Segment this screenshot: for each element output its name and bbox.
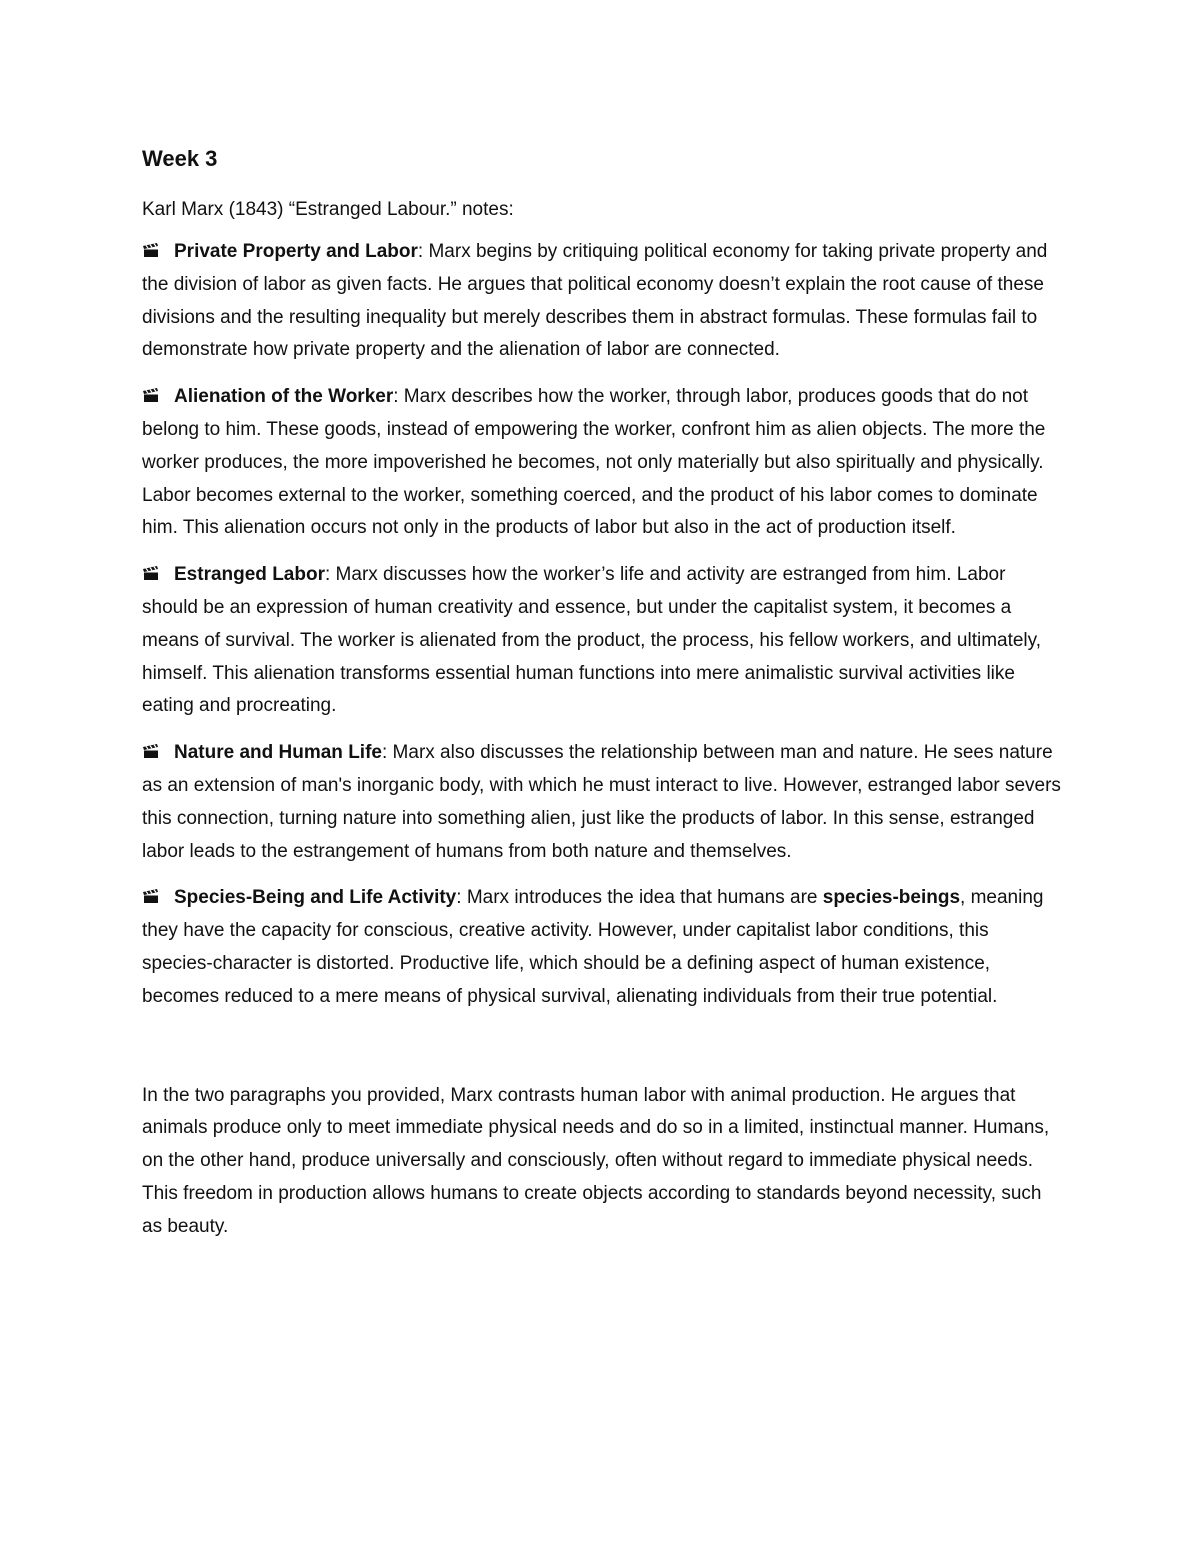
note-species-being [142,882,1062,1013]
note-term: Alienation of the Worker [174,386,394,408]
note-term: Private Property and Labor [174,241,418,262]
note-text: , meaning they have the capacity for conscious, creative activity. However, under capitalist labor conditions, this species-character is distorted. Productive life, which should be a defining aspect of human existence, becomes reduced to a mere means of physical survival, alienating individuals from their true potential. [142,887,1044,1007]
note-colon: : [417,241,424,262]
note-colon: : [456,887,462,909]
note-colon: : [393,386,399,408]
note-colon: : [381,742,388,764]
clapperboard-icon [142,565,160,581]
note-estranged-labor [142,559,1062,723]
note-text: Marx introduces the idea that humans are [461,887,823,909]
note-text: Marx begins by critiquing political economy for taking private property and the division of labor as given facts. He argues that political economy doesn’t explain the root cause of these divisions and the resulting inequality but merely describes them in abstract formulas. These formulas fail to demonstrate how private property and the alienation of labor are connected. [142,241,1048,361]
document-page [142,142,1062,1244]
note-term: Species-Being and Life Activity [174,887,457,909]
page-heading: Week 3 [142,146,218,171]
note-text: Marx discusses how the worker’s life and activity are estranged from him. Labor should be an expression of human creativity and essence, but under the capitalist system, it becomes a means of survival. The worker is alienated from the product, the process, his fellow workers, and ultimately, himself. This alienation transforms essential human functions into mere animalistic survival activities like eating and procreating. [142,564,1042,717]
clapperboard-icon [142,242,160,258]
clapperboard-icon [142,743,160,759]
clapperboard-icon [142,387,160,403]
note-nature-human-life [142,737,1062,868]
note-text: Marx also discusses the relationship between man and nature. He sees nature as an extension of man's inorganic body, with which he must interact to live. However, estranged labor severs this connection, turning nature into something alien, just like the products of labor. In this sense, estranged labor leads to the estrangement of humans from both nature and themselves. [142,742,1061,862]
note-alienation-worker [142,381,1062,545]
note-text: Marx describes how the worker, through labor, produces goods that do not belong to him. These goods, instead of empowering the worker, confront him as alien objects. The more the worker produces, the more impoverished he becomes, not only materially but also spiritually and physically. Labor becomes external to the worker, something coerced, and the product of his labor comes to dominate him. This alienation occurs not only in the products of labor but also in the act of production itself. [142,386,1046,539]
note-emphasis: species-beings [822,887,961,909]
clapperboard-icon [142,888,160,904]
note-term: Estranged Labor [174,564,325,586]
note-colon: : [324,564,331,586]
note-term: Nature and Human Life [174,742,382,764]
note-private-property [142,236,1062,367]
notes-subtitle: Karl Marx (1843) “Estranged Labour.” notes: [142,199,514,220]
closing-paragraph: In the two paragraphs you provided, Marx contrasts human labor with animal production. He argues that animals produce only to meet immediate physical needs and do so in a limited, instinctual manner. Humans, on the other hand, produce universally and consciously, often without regard to immediate physical needs. This freedom in production allows humans to create objects according to standards beyond necessity, such as beauty. [142,1084,1050,1237]
